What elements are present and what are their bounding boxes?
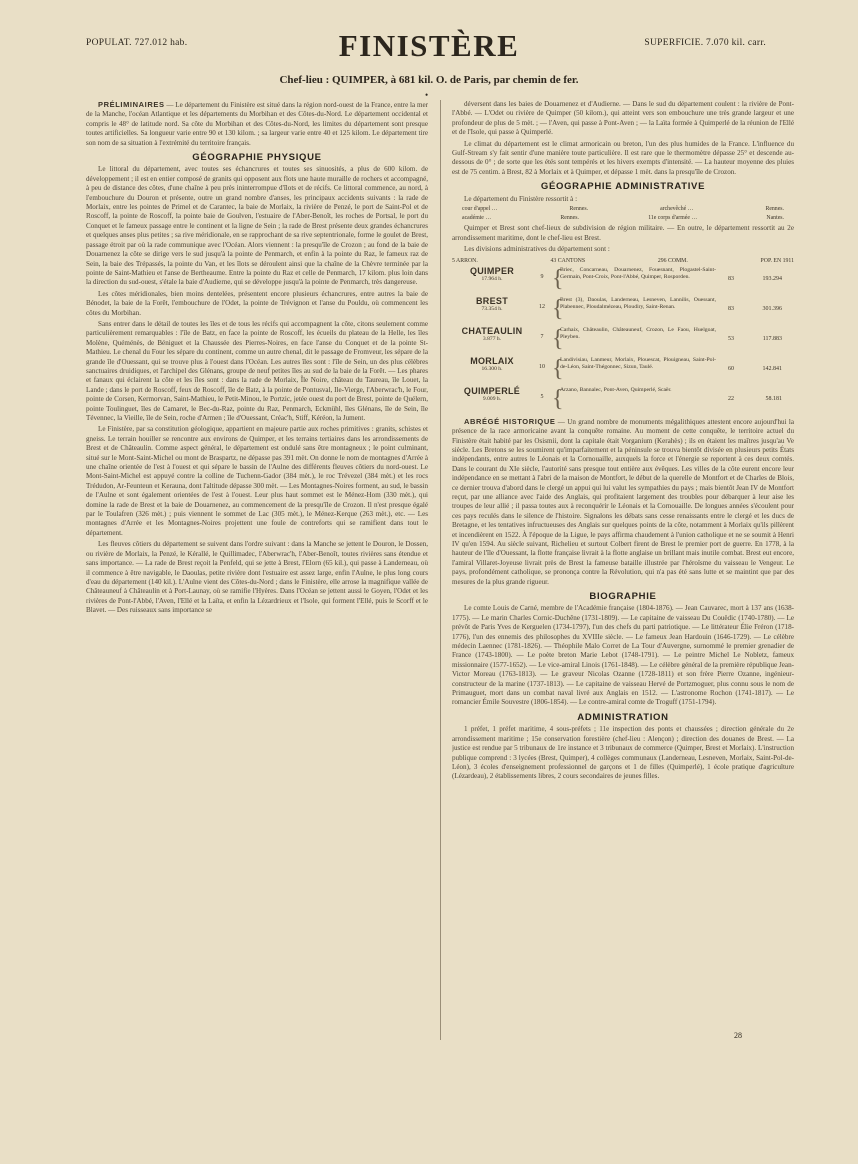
arrondissement-name-cell bbox=[452, 327, 532, 343]
geographie-administrative-heading: GÉOGRAPHIE ADMINISTRATIVE bbox=[540, 181, 706, 193]
table-header-cell: 296 COMM. bbox=[657, 257, 688, 264]
geographie-physique-heading: GÉOGRAPHIE PHYSIQUE bbox=[192, 152, 322, 164]
canton-count: 9 bbox=[540, 273, 544, 280]
administration-paragraph: 1 préfet, 1 préfet maritime, 4 sous-préfets ; 11e inspection des ponts et chaussées ; direction générale du 2e arrondissement maritime ; 15e conservation forestière (chef-lieu : Alençon) ; direction des douanes de Brest. — La justice est rendue par 5 tribunaux de 1re instance et 3 tribunaux de commerce (Quimper, Brest et Morlaix). L'instruction publique comprend : 3 lycées (Brest, Quimper), 4 collèges communaux (Landerneau, Lesneven, Morlaix, Saint-Pol-de-Léon), 3 écoles d'enseignement professionnel de garçons et 1 de filles (Quimperlé), 1 école pratique d'agriculture (Lézardeau), 2 établissements libres, 2 cours secondaires de jeunes filles. bbox=[452, 725, 794, 781]
communes-count: 53 bbox=[728, 335, 734, 342]
geo-admin-paragraph: Quimper et Brest sont chef-lieux de subdivision de région militaire. — En outre, le département ressortit au 2e arrondissement maritime, dont le chef-lieu est Brest. bbox=[452, 224, 794, 242]
communes-count: 60 bbox=[728, 365, 734, 372]
preliminaires-paragraph bbox=[86, 100, 428, 148]
canton-count: 10 bbox=[539, 363, 545, 370]
ressort-key: 11e corps d'armée … bbox=[648, 215, 698, 222]
ressort-intro: Le département du Finistère ressortit à : bbox=[464, 194, 578, 203]
ressort-value: Rennes. bbox=[560, 215, 579, 222]
table-row bbox=[452, 267, 794, 291]
canton-list: Arzano, Bannalec, Pont-Aven, Quimperlé, Scaër. bbox=[560, 386, 672, 393]
canton-count: 12 bbox=[539, 303, 545, 310]
population-count: 117.883 bbox=[762, 335, 782, 342]
population-count: 193.294 bbox=[762, 275, 782, 282]
chef-lieu-subtitle: Chef-lieu : QUIMPER, à 681 kil. O. de Paris, par chemin de fer. bbox=[279, 74, 579, 86]
ressort-row bbox=[462, 215, 784, 222]
communes-count: 22 bbox=[728, 395, 734, 402]
geo-physique-paragraph: Les fleuves côtiers du département se suivent dans l'ordre suivant : dans la Manche se jettent le Douron, le Dossen, ou rivière de Morlaix, la Penzé, le Kérallé, le Quillimadec, l'Aberwrac'h, l'Aber-Benoît, toutes rivières sans étendue et sans importance. — La rade de Brest reçoit la Penfeld, qui se jette à Brest, l'Elorn (65 kil.), qui passe à Landerneau, où il commence à être navigable, le Daoulas, petite rivière dont l'estuaire est assez large, enfin l'Aulne, le plus long cours d'eau du département (140 kil.). L'Aulne vient des Côtes-du-Nord ; dans le Finistère, elle arrose la magnifique vallée de Châteauneuf à Châteaulin et à Port-Launay, où se ramifie l'Hyères. Dans l'Océan se jettent aussi le Goyen, l'Odet et les rivières de Pont-l'Abbé, l'Aven, l'Ellé et la Laïta, et enfin la Lézardrieux et l'Isole, qui forment l'Ellé, puis le Scorff et le Blavet. — Des ruisseaux sans importance se bbox=[86, 540, 428, 615]
table-header-cell: 5 ARRON. bbox=[452, 257, 478, 264]
left-column bbox=[86, 100, 428, 1040]
canton-list: Briec, Concarneau, Douarnenez, Fouesnant, Plogastel-Saint-Germain, Pont-Croix, Pont-l'Abbé, Quimper, Rosporden. bbox=[560, 266, 716, 280]
population-count: 58.181 bbox=[765, 395, 782, 402]
biographie-heading: BIOGRAPHIE bbox=[589, 591, 657, 602]
table-header-cell: 43 CANTONS bbox=[550, 257, 586, 264]
arrondissement-pop: 9.009 h. bbox=[482, 395, 502, 402]
canton-list: Brest (3), Daoulas, Landerneau, Lesneven, Lannilis, Ouessant, Plabennec, Ploudalmézeau, Ploudiry, Saint-Renan. bbox=[560, 296, 716, 310]
arrondissement-name: BREST bbox=[475, 295, 508, 306]
arrondissement-name: QUIMPERLÉ bbox=[463, 385, 521, 396]
geo-physique-paragraph: Le littoral du département, avec toutes ses échancrures et toutes ses sinuosités, a plus de 600 kilom. de développement ; il est en entier composé de granits qui opposent aux flots une haute muraille de rochers et accompagné, à peu de distance des côtes, d'une chaîne à peu près ininterrompue d'îlots et de récifs. Ce littoral commence, au nord, à l'embouchure du Douron et présente, outre un grand nombre d'anses, les principaux accidents suivants : la rade de Morlaix, entre les pointes de Primel et de Carantec, la baie de Morlaix, la rivière de Penzé, le port de Saint-Pol et de Roscoff, la pointe de Roscoff, la pointe baie de Goulven, l'estuaire de l'Aber-Benoît, les roches de Portsal, le port du Conquet et le fameux passage entre le continent et la ligne de Sein ; la rade de Brest présente deux grandes échancrures et quelques anses plus petites ; sa rive méridionale, en se rapprochant de sa rive septentrionale, forme le goulet de Brest, passage étroit par où la rade communique avec l'Océan. Alors viennent : la presqu'île de Crozon ; au fond de la baie de Douarnenez la côte se dirige vers le sud jusqu'à la pointe de Penmarch, et enfin à la pointe du Raz, le fameux raz de Sein, la baie des Trépassés, la pointe du Van, et les îlots se déroulent ainsi que la chaîne de la Chèvre terminée par la pointe de Saint-Mathieu et l'anse de Bertheaume. Entre la pointe du Raz et celle de Penmarch, 17 kilom. plus loin dans la direction du sud-ouest, s'étale la baie d'Audierne, qui se développe jusqu'à la pointe de Penmarch, très dangereuse. bbox=[86, 165, 428, 287]
column-divider bbox=[440, 100, 441, 1040]
ressort-key: archevêché … bbox=[660, 206, 694, 213]
brace-glyph: { bbox=[552, 265, 564, 292]
arrondissements-table bbox=[452, 257, 794, 411]
ressort-value: Rennes. bbox=[569, 206, 589, 213]
ressort-value: Rennes. bbox=[765, 206, 784, 213]
page-header bbox=[0, 28, 858, 74]
ressort-value: Nantes. bbox=[766, 215, 784, 222]
arrondissement-pop: 73.354 h. bbox=[481, 305, 503, 312]
brace-glyph: { bbox=[552, 385, 564, 412]
biographie-paragraph: Le comte Louis de Carné, membre de l'Académie française (1804-1876). — Jean Cauvarec, mort à 137 ans (1638-1775). — Le marin Charles Cornic-Duchêne (1731-1809). — Le capitaine de vaisseau Du Couëdic (1740-1780). — Le prévôt de Paris Yves de Kerguelen (1734-1797), l'un des chefs du parti patriotique. — Le littérateur Élie Fréron (1718-1776), l'un des ennemis des philosophes du XVIIIe siècle. — Le fameux Jean Hardouin (1646-1729). — Le célèbre médecin Laennec (1781-1826). — Théophile Malo Corret de La Tour d'Auvergne, surnommé le premier grenadier de France (1743-1800). — Le poète breton Marie Lebot (1748-1791). — Le peintre Michel Le Nobletz, fameux missionnaire (1577-1652). — Le vice-amiral Linois (1761-1848). — Le célèbre général de la première république Jean-Victor Moreau (1763-1813). — Le graveur Nicolas Ozanne (1728-1811) et son frère Pierre Ozanne, ingénieur-constructeur de la marine (1737-1813). — Le capitaine de vaisseau Hervé de Portzmoguer, plus connu sous le nom de Primauguet, mort dans un combat naval livré aux Anglais en 1512. — L'astronome Rochon (1741-1817). — Le romancier Émile Souvestre (1806-1854). — Le contre-amiral comte de Troguff (1751-1794). bbox=[452, 604, 794, 707]
arrondissement-name-cell bbox=[452, 387, 532, 403]
geo-physique-paragraph: Le Finistère, par sa constitution géologique, appartient en majeure partie aux roches primitives : granits, schistes et gneiss. Le terrain houiller se rencontre aux environs de Quimper, et les terrains tertiaires dans les arrondissements de Brest et de Châteaulin. Comme aspect général, le département est ondulé sans être montagneux ; le point culminant, situé sur le Mont-Saint-Michel ou mont de Braspartz, ne dépasse pas 391 mèt. On donne le nom de montagnes d'Arrée à une chaîne orientée de l'est à l'ouest et qui sépare le bassin de l'Aulne des différents fleuves côtiers du nord-ouest. Le Mont-Saint-Michel est appuyé contre la colline de Tuchenn-Gador (384 mèt.), le roc Trévezel (384 mèt.) et les rocs Trédudon, Ar-Feunteun et Kerauna, dont l'altitude dépasse 300 mèt. — Les Montagnes-Noires forment, au sud, le bassin de l'Aulne et sont également orientées de l'est à l'ouest. Leur plus haut sommet est le Ménez-Hom (330 mèt.), qui domine la rade de Brest et la baie de Douarnenez, au commencement de la presqu'île de Crozon. Il n'est presque égalé par le Toulafren (326 mèt.) ; puis viennent le sommet de Lac (305 mèt.), le Ménez-Kerque (263 mèt.), etc. — Les montagnes d'Arrée et les Montagnes-Noires projettent une foule de contreforts qui se ramifient dans tout le département. bbox=[86, 425, 428, 537]
population-label: POPULAT. 727.012 hab. bbox=[86, 38, 188, 48]
preliminaires-heading: PRÉLIMINAIRES bbox=[98, 100, 165, 109]
table-row bbox=[452, 327, 794, 351]
ornament-dot: • bbox=[425, 90, 429, 100]
ressort-row bbox=[462, 206, 784, 213]
table-header-cell: POP. EN 1911 bbox=[760, 257, 794, 264]
arrondissement-name-cell bbox=[452, 357, 532, 373]
abrege-heading: ABRÉGÉ HISTORIQUE bbox=[464, 416, 556, 426]
arrondissement-name: QUIMPER bbox=[469, 265, 515, 276]
arrondissement-pop: 3.877 h. bbox=[482, 335, 502, 342]
superficie-label: SUPERFICIE. 7.070 kil. carr. bbox=[644, 38, 766, 48]
abrege-text: — Un grand nombre de monuments mégalithiques attestent encore aujourd'hui la présence de la race armoricaine avant la conquête romaine. Au moment de cette conquête, le territoire actuel du Finistère était habité par les Osismii, dont la capitale était Vorganium (Kerahès) ; ils en étaient les maîtres jusqu'au Ve siècle. Les Bretons se les soumirent qu'imparfaitement et la péninsule se trouva bientôt divisée en plusieurs petits États indépendants, entre autres le Léonais et la Cornouaille, auxquels la force et l'énergie se reportent à ces deux comtés. Dans le courant du XIe siècle, l'autorité sans presque tout entière aux évêques. Les villes de la côte eurent encore leur indépendance en se mettant à l'abri de la maison de Montfort, le début de la querelle de Montfort et de Charles de Blois, ce dernier trouva d'abord dans le clergé un appui qui lui valut les sympathies du pays ; mais bientôt Jean IV de Montfort reçut, par une alliance avec l'aide des Anglais, qui profitaient largement des troubles pour débarquer à leur aise les troupes de leur allié ; il passa toutes aux à reconquérir le Léonais et la Cornouaille. De longues années s'écoulent pour ces pays reculés dans le silence de l'histoire. Signalons les débats sans cesse renaissants entre le clergé et les ducs de Bretagne, et les tentatives infructueuses des Anglais sur quelques points de la côte, notamment à Morlaix qu'ils pillèrent et incendièrent en 1522. À l'époque de la Ligue, le pays affirma chaudement à l'union catholique et ne se soumit à Henri IV qu'en 1594. Au siècle suivant, Richelieu et surtout Colbert firent de Brest le premier port de guerre. En 1778, à la hauteur de l'île d'Ouessant, la flotte française livrait à la flotte anglaise un brillant mais inutile combat. Brest eut encore, l'amiral Villaret-Joyeuse livrait près de Brest la fameuse bataille illustrée par l'héroïsme du vaisseau le Vengeur. Le pays, profondément catholique, se prononça contre la Révolution, qui n'a pas été sans lutte et se maintint que par des mesures de la plus grande rigueur. bbox=[452, 417, 794, 586]
table-header-row bbox=[452, 257, 794, 265]
arrondissement-pop: 16.300 h. bbox=[481, 365, 503, 372]
canton-list: Landivisiau, Lanmeur, Morlaix, Plouescat, Plouigneau, Saint-Pol-de-Léon, Saint-Thégonnec, Sizun, Taulé. bbox=[560, 356, 716, 370]
arrondissement-name-cell bbox=[452, 267, 532, 283]
preliminaires-text: — Le département du Finistère est situé dans la région nord-ouest de la France, entre la mer de la Manche, l'océan Atlantique et les départements du Morbihan et des Côtes-du-Nord. Le département occidental et compris le 48° de latitude nord. Sa côte du Morbihan et des Côtes-du-Nord, les limites du département sont presque toutes artificielles. Sa longueur varie entre 90 et 130 kilom. ; sa largeur varie entre 40 et 125 kilom. Le département tire son nom de sa situation à l'extrémité du territoire français. bbox=[86, 101, 428, 147]
geo-physique-paragraph: Les côtes méridionales, bien moins dentelées, présentent encore plusieurs échancrures, entre autres la baie de Bénodet, la baie de la Forêt, l'embouchure de l'Odet, la pointe de Trévignon et l'anse du Pouldu, où commencent les côtes du Morbihan. bbox=[86, 289, 428, 317]
arrondissement-name: CHATEAULIN bbox=[461, 325, 523, 336]
table-row bbox=[452, 387, 794, 411]
brace-glyph: { bbox=[552, 325, 564, 352]
canton-count: 7 bbox=[540, 333, 544, 340]
rivers-paragraph: déversent dans les baies de Douarnenez et d'Audierne. — Dans le sud du département coulent : la rivière de Pont-l'Abbé. — L'Odet ou rivière de Quimper (50 kilom.), qui atteint vers son embouchure une très grande largeur et une profondeur de plus de 5 mèt. ; — l'Aven, qui passe à Pont-Aven ; — la Laïta formée à Quimperlé de la réunion de l'Ellé et de l'Isole, qui passe à Quimperlé. bbox=[452, 100, 794, 137]
brace-glyph: { bbox=[552, 355, 564, 382]
ressort-key: cour d'appel … bbox=[462, 206, 498, 213]
canton-list: Carhaix, Châteaulin, Châteauneuf, Crozon, Le Faou, Huelgoat, Pleyben. bbox=[560, 326, 716, 340]
divisions-intro: Les divisions administratives du département sont : bbox=[464, 245, 610, 254]
communes-count: 83 bbox=[728, 275, 734, 282]
population-count: 301.396 bbox=[762, 305, 782, 312]
canton-count: 5 bbox=[540, 393, 544, 400]
arrondissement-name: MORLAIX bbox=[470, 355, 514, 366]
table-row bbox=[452, 357, 794, 381]
arrondissement-pop: 17.964 h. bbox=[481, 275, 503, 282]
brace-glyph: { bbox=[552, 295, 564, 322]
right-column bbox=[452, 100, 794, 1032]
communes-count: 83 bbox=[728, 305, 734, 312]
administration-heading: ADMINISTRATION bbox=[577, 711, 669, 723]
ressort-key: académie … bbox=[462, 215, 492, 222]
page-number: 28 bbox=[734, 1031, 742, 1040]
table-row bbox=[452, 297, 794, 321]
population-count: 142.841 bbox=[762, 365, 782, 372]
arrondissement-name-cell bbox=[452, 297, 532, 313]
climate-paragraph: Le climat du département est le climat armoricain ou breton, l'un des plus humides de la France. L'influence du Gulf-Stream s'y fait sentir d'une manière toute particulière. Il est rare que le thermomètre dépasse 25° et descende au-dessous de 0° ; de sorte que les étés sont tempérés et les hivers exempts d'intensité. — La hauteur moyenne des pluies est de 75 centim. à Brest, 82 à Morlaix et à Quimper, et dépasse 1 mèt. dans la presqu'île de Crozon. bbox=[452, 139, 794, 176]
page-title: FINISTÈRE bbox=[338, 28, 520, 63]
geo-physique-paragraph: Sans entrer dans le détail de toutes les îles et de tous les récifs qui accompagnent la côte, citons seulement comme particulièrement remarquables : l'île de Batz, en face la pointe de Roscoff, les écueils du plateau de la Helle, les îles Molène, Quéménès, de Béniguet et la Chaussée des Pierres-Noires, en face l'anse du Conquet et de la pointe St-Mathieu. Le chenal du Four les sépare du continent, comme un autre chenal, dit le passage de Fromveur, les sépare de la grande île d'Ouessant, qui se trouve plus à l'ouest dans l'Océan. Les autres îles sont : l'île de Sein, un des plus célèbres sanctuaires druidiques, et l'archipel des Glénans, groupe de neuf petites îles au sud de la baie de la Forêt. — Les phares et fanaux qui éclairent la côte et les îles sont : dans la rade de Morlaix, Île Noire, château du Taureau, île Louet, la Lande ; dans le port de Roscoff, feux de Roscoff, île de Batz, à la pointe de Pontusval, Ile-Vierge, l'Aberwrac'h, le Four, pointe de Corsen, Kermorvan, Saint-Mathieu, le Petit-Minou, le Portzic, jetée ouest du port de Brest, pointe de Quélern, pointe Toulinguet, îles de Camaret, le Bec-du-Raz, pointe du Raz, Penmarch, Eckmühl, îles Glénans, île de Sein, île Tévennec, la Vieille, île de Sein, roche d'Armen ; île d'Ouessant, Créac'h, Stiff, Kéréon, la Jument. bbox=[86, 319, 428, 422]
abrege-paragraph bbox=[452, 417, 794, 587]
